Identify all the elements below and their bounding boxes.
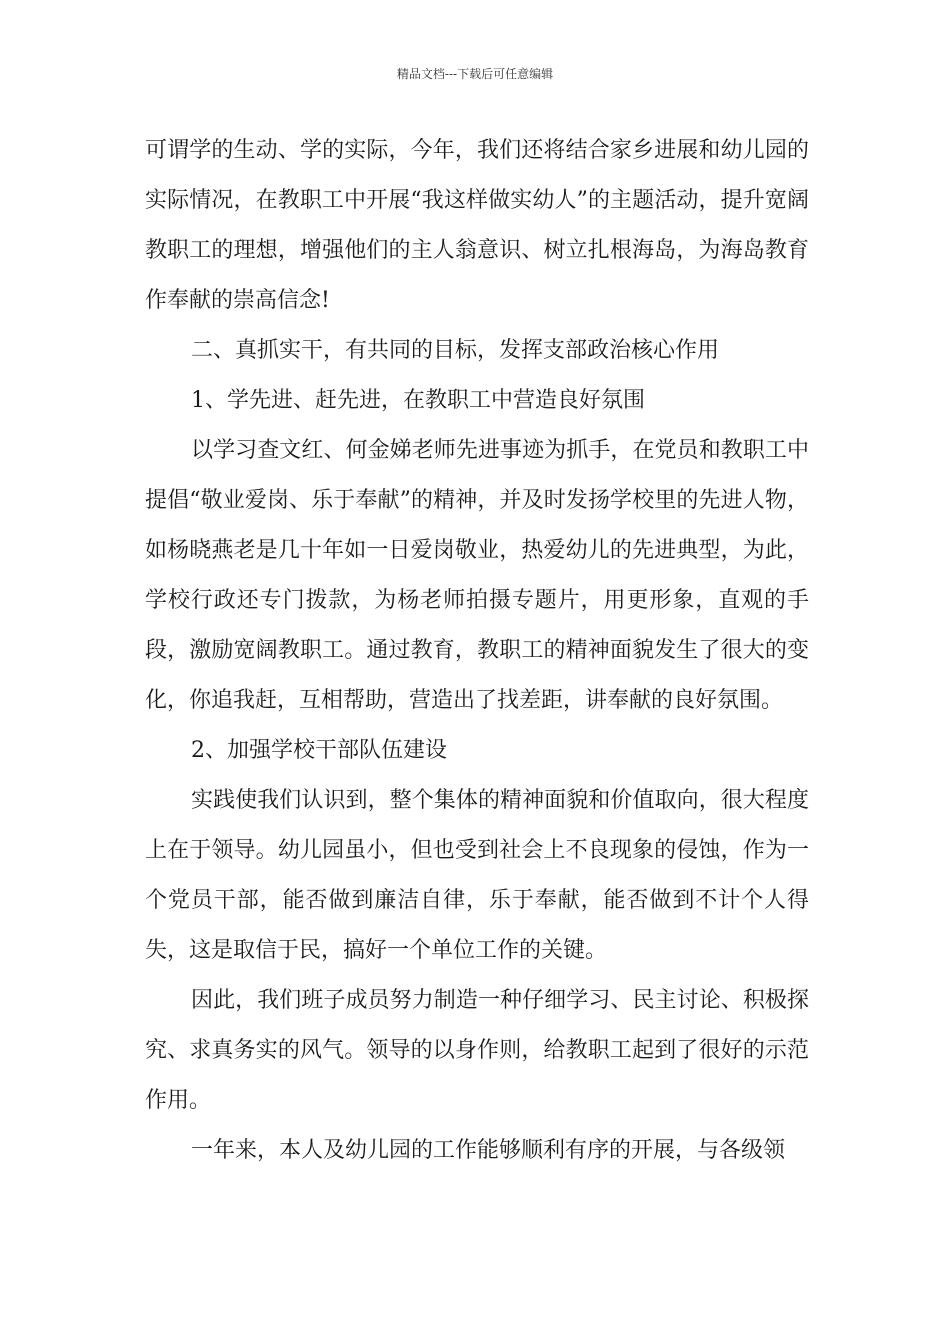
paragraph: 实践使我们认识到，整个集体的精神面貌和价值取向，很大程度上在于领导。幼儿园虽小，但也受到社会上不良现象的侵蚀，作为一个党员干部，能否做到廉洁自律，乐于奉献，能否做到不计个人得失，这是取信于民，搞好一个单位工作的关键。 bbox=[145, 788, 809, 963]
paragraph: 因此，我们班子成员努力制造一种仔细学习、民主讨论、积极探究、求真务实的风气。领导的以身作则，给教职工起到了很好的示范作用。 bbox=[145, 988, 809, 1113]
subsection-heading-2: 2、加强学校干部队伍建设 bbox=[191, 738, 447, 763]
paragraph-continuation: 可谓学的生动、学的实际，今年，我们还将结合家乡进展和幼儿园的实际情况，在教职工中开展“我这样做实幼人”的主题活动，提升宽阔教职工的理想，增强他们的主人翁意识、树立扎根海岛，为海岛教育作奉献的崇高信念! bbox=[145, 138, 809, 313]
subsection-heading-1: 1、学先进、赶先进，在教职工中营造良好氛围 bbox=[191, 388, 645, 413]
paragraph: 一年来，本人及幼儿园的工作能够顺利有序的开展，与各级领 bbox=[191, 1138, 786, 1163]
page-header: 精品文档---下载后可任意编辑 bbox=[396, 67, 554, 81]
paragraph: 以学习查文红、何金娣老师先进事迹为抓手，在党员和教职工中提倡“敬业爱岗、乐于奉献”的精神，并及时发扬学校里的先进人物，如杨晓燕老是几十年如一日爱岗敬业，热爱幼儿的先进典型，为此，学校行政还专门拨款，为杨老师拍摄专题片，用更形象，直观的手段，激励宽阔教职工。通过教育，教职工的精神面貌发生了很大的变化，你追我赶，互相帮助，营造出了找差距，讲奉献的良好氛围。 bbox=[145, 438, 809, 713]
section-heading: 二、真抓实干，有共同的目标，发挥支部政治核心作用 bbox=[191, 338, 720, 363]
document-body bbox=[145, 126, 809, 1176]
